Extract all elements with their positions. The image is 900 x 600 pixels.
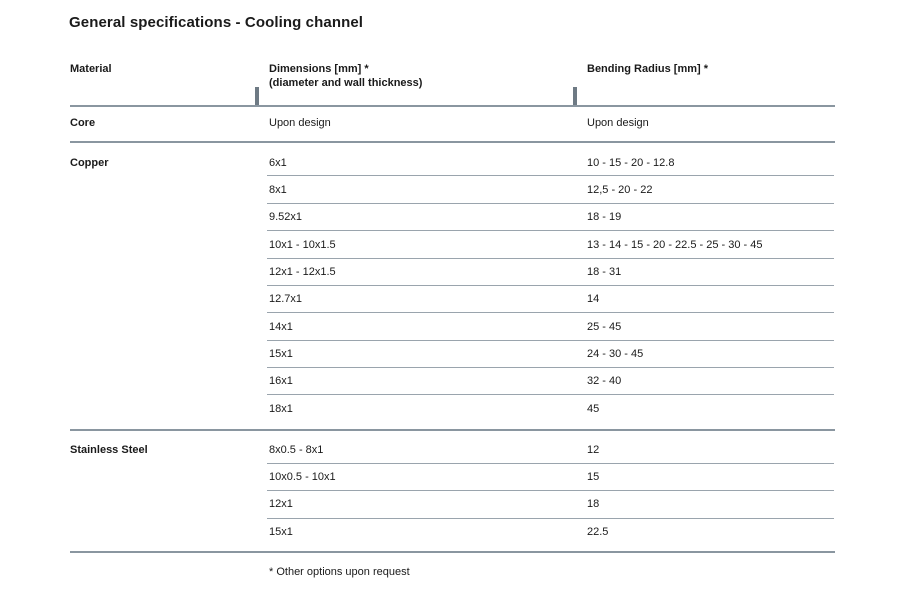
table-cell-bending-radius: 18 - 31 <box>587 266 622 278</box>
material-label-core: Core <box>70 117 96 129</box>
row-divider <box>267 258 834 259</box>
row-divider <box>267 394 834 395</box>
material-label-stainless-steel: Stainless Steel <box>70 444 148 456</box>
table-cell-dimension: 8x0.5 - 8x1 <box>269 444 324 456</box>
table-cell-dimension: 12x1 - 12x1.5 <box>269 266 336 278</box>
row-divider <box>267 463 834 464</box>
column-header-bending-radius: Bending Radius [mm] * <box>587 63 709 75</box>
table-cell-dimension: 10x1 - 10x1.5 <box>269 239 336 251</box>
column-divider-marker <box>573 87 577 105</box>
table-cell-bending-radius: 25 - 45 <box>587 321 622 333</box>
table-cell-dimension: 12x1 <box>269 498 293 510</box>
row-divider <box>267 230 834 231</box>
column-divider-marker <box>255 87 259 105</box>
table-cell-bending-radius: Upon design <box>587 117 649 129</box>
row-divider <box>267 175 834 176</box>
table-cell-bending-radius: 15 <box>587 471 600 483</box>
column-header-dimensions-line1: Dimensions [mm] * <box>269 63 369 75</box>
table-cell-dimension: 14x1 <box>269 321 293 333</box>
row-divider <box>267 312 834 313</box>
row-divider <box>267 518 834 519</box>
column-header-material: Material <box>70 63 112 75</box>
column-header-dimensions <box>269 62 422 90</box>
table-cell-bending-radius: 18 <box>587 498 600 510</box>
material-label-copper: Copper <box>70 157 109 169</box>
row-divider <box>267 490 834 491</box>
group-rule <box>70 429 835 431</box>
row-divider <box>267 203 834 204</box>
table-cell-bending-radius: 10 - 15 - 20 - 12.8 <box>587 157 675 169</box>
table-cell-dimension: 6x1 <box>269 157 287 169</box>
table-cell-dimension: 15x1 <box>269 526 293 538</box>
table-cell-bending-radius: 18 - 19 <box>587 211 622 223</box>
table-cell-bending-radius: 22.5 <box>587 526 609 538</box>
table-cell-dimension: Upon design <box>269 117 331 129</box>
table-cell-dimension: 12.7x1 <box>269 293 303 305</box>
table-cell-bending-radius: 45 <box>587 403 600 415</box>
column-header-dimensions-line2: (diameter and wall thickness) <box>269 77 423 89</box>
table-cell-dimension: 8x1 <box>269 184 287 196</box>
group-rule <box>70 141 835 143</box>
table-cell-bending-radius: 24 - 30 - 45 <box>587 348 644 360</box>
page-title: General specifications - Cooling channel <box>69 14 364 31</box>
row-divider <box>267 285 834 286</box>
header-rule <box>70 105 835 107</box>
table-cell-bending-radius: 32 - 40 <box>587 375 622 387</box>
row-divider <box>267 340 834 341</box>
table-bottom-rule <box>70 551 835 553</box>
table-cell-bending-radius: 13 - 14 - 15 - 20 - 22.5 - 25 - 30 - 45 <box>587 239 763 251</box>
table-cell-dimension: 18x1 <box>269 403 293 415</box>
table-cell-dimension: 16x1 <box>269 375 293 387</box>
table-cell-dimension: 15x1 <box>269 348 293 360</box>
row-divider <box>267 367 834 368</box>
footnote: * Other options upon request <box>269 566 410 578</box>
table-cell-bending-radius: 12 <box>587 444 600 456</box>
table-cell-dimension: 10x0.5 - 10x1 <box>269 471 336 483</box>
table-cell-bending-radius: 12,5 - 20 - 22 <box>587 184 653 196</box>
table-cell-bending-radius: 14 <box>587 293 600 305</box>
table-cell-dimension: 9.52x1 <box>269 211 303 223</box>
